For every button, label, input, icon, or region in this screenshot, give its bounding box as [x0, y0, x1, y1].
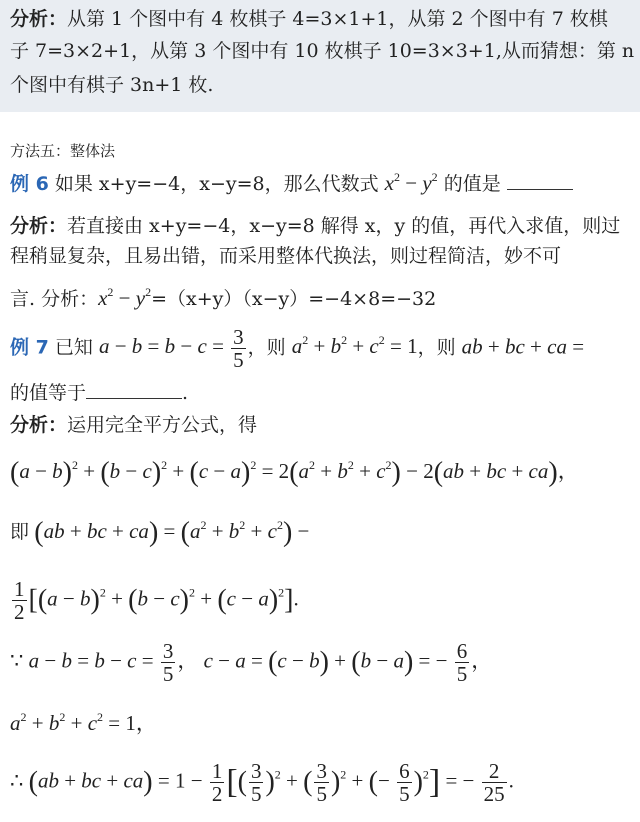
formula-6: ∴ (ab + bc + ca) = 1 − $\frac{1}{2}$ [( $\frac{3}{5}$ )$^2$ + ( $\frac{3}{5}$ )$^2$ + (− $\frac{6}{5}$ )$^2$] = − $\frac{2}{25}$ .	[10, 759, 514, 807]
formula-4: ∵ a − b = b − c = $\frac{3}{5}$ ， c − a = (c − b) + (b − a) = − $\frac{6}{5}$ ，	[10, 639, 493, 687]
box-line-1	[10, 6, 608, 32]
answer-blank	[507, 171, 573, 190]
example-7-label: 例 7	[10, 336, 49, 359]
example-6: 例 6 如果 x+y=−4，x−y=8，那么代数式 $x^2 - y^2$ 的值是	[10, 170, 573, 197]
formula-1: $(a - b)^2 + (b - c)^2 + (c - a)^2 = 2(a^2 + b^2 + c^2) - 2(ab$ + bc + ca)，	[10, 457, 579, 489]
box-line-3: 个图中有棋子 3n+1 枚.	[10, 74, 214, 96]
formula-3: $\frac{1}{2}$ $[(a - b)^2 + (b - c)^2 + (c - a)^2]$.	[14, 577, 299, 625]
example-7-line-2: 的值等于 .	[10, 382, 189, 404]
example-6-text-a: 如果 x+y=−4，x−y=8，那么代数式	[54, 173, 379, 195]
formula-5: $a^2 + b^2 + c^2 = 1$，	[10, 710, 157, 735]
example-6-analysis-3: 言. 分析：$x^2 - y^2=(x+y)(x-y)=-4\times 8=-32$	[10, 285, 437, 310]
method-title: 方法五：整体法	[10, 142, 116, 160]
analysis-box	[0, 0, 640, 112]
example-7-analysis: 分析：运用完全平方公式，得	[10, 414, 258, 436]
analysis-label: 分析：	[10, 8, 68, 30]
example-6-analysis-1: 分析：若直接由 x+y=−4，x−y=8 解得 x，y 的值，再代入求值，则过	[10, 215, 621, 237]
box-text-1: 从第 1 个图中有 4 枚棋子 4=3×1+1，从第 2 个图中有 7 枚棋	[67, 8, 608, 30]
example-6-analysis-2: 程稍显复杂，且易出错，而采用整体代换法，则过程简洁，妙不可	[10, 245, 562, 267]
box-line-2: 子 7=3×2+1，从第 3 个图中有 10 枚棋子 10=3×3+1,从而猜想：第 n	[10, 40, 635, 62]
example-7: 例 7 已知 a − b = b − c = $\frac{3}{5}$ ，则 $a^2 + b^2 + c^2 = 1$，则 ab + bc + ca =	[10, 325, 585, 373]
example-6-label: 例 6	[10, 173, 49, 195]
example-6-text-b: 的值是	[443, 173, 501, 195]
formula-2: 即 (ab + bc + $ca) = (a^2 + b^2 + c^2)$ −	[10, 517, 310, 549]
